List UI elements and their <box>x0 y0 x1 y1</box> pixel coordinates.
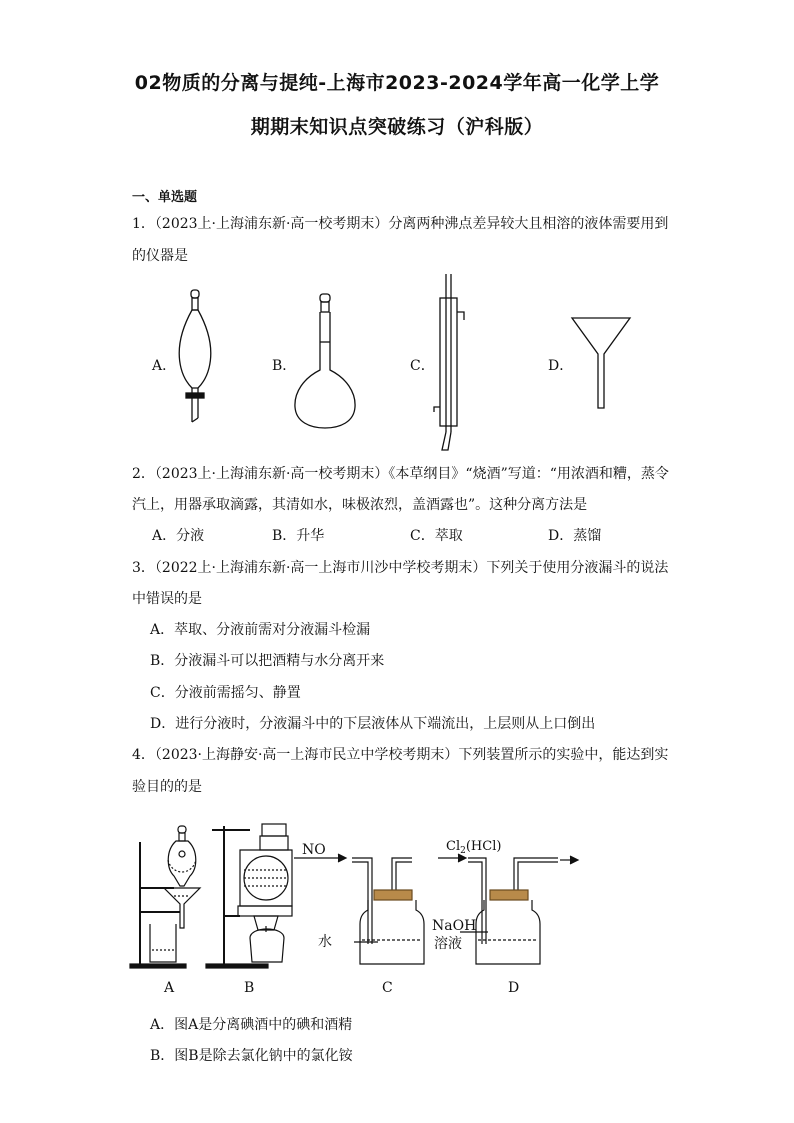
question-2-option-a: A．分液 <box>152 528 205 544</box>
liquid-label-d-line-2: 溶液 <box>434 936 462 952</box>
question-1-option-a-label: A． <box>152 358 177 374</box>
question-4-text-line-1: 4．（2023·上海静安·高一上海市民立中学校考期末）下列装置所示的实验中，能达到实 <box>132 747 669 763</box>
question-1-text-line-1: 1．（2023上·上海浦东新·高一校考期末）分离两种沸点差异较大且相溶的液体需要用到 <box>132 216 669 232</box>
question-2-option-c: C．萃取 <box>410 528 463 544</box>
figure-label-b: B <box>244 980 255 996</box>
figure-label-d: D <box>508 980 520 996</box>
separatory-funnel-icon <box>172 288 220 428</box>
liquid-label-d-line-1: NaOH <box>432 918 477 934</box>
apparatus-a-separation-icon <box>130 826 200 968</box>
page-title-line-1: 02物质的分离与提纯-上海市2023-2024学年高一化学上学 <box>134 72 660 94</box>
gas-label-c: NO <box>302 842 326 858</box>
volumetric-flask-icon <box>290 292 360 432</box>
gas-label-d: $Cl_2(HCl)$ <box>446 839 502 856</box>
funnel-icon <box>570 316 632 412</box>
question-4-apparatus-figure <box>128 820 588 1000</box>
question-2-option-b: B．升华 <box>272 528 325 544</box>
apparatus-c-water-wash-icon <box>294 854 424 964</box>
figure-label-c: C <box>382 980 393 996</box>
section-heading: 一、单选题 <box>132 190 198 205</box>
question-3-option-c: C．分液前需摇匀、静置 <box>150 685 301 701</box>
page-title-line-2: 期期末知识点突破练习（沪科版） <box>250 116 544 138</box>
question-3-text-line-2: 中错误的是 <box>132 591 202 607</box>
condenser-icon <box>428 272 468 454</box>
question-2-option-d: D．蒸馏 <box>548 528 602 544</box>
question-1-option-b-label: B． <box>272 358 297 374</box>
question-2-text-line-2: 汽上，用器承取滴露，其清如水，味极浓烈，盖酒露也”。这种分离方法是 <box>132 497 588 513</box>
figure-label-a: A <box>164 980 175 996</box>
question-2-text-line-1: 2．（2023上·上海浦东新·高一校考期末）《本草纲目》“烧酒”写道：“用浓酒和糟，蒸令 <box>132 466 669 482</box>
question-1-option-c-label: C． <box>410 358 435 374</box>
question-4-text-line-2: 验目的的是 <box>132 779 202 795</box>
question-3-option-b: B．分液漏斗可以把酒精与水分离开来 <box>150 653 385 669</box>
question-4-option-a: A．图A是分离碘酒中的碘和酒精 <box>150 1017 353 1033</box>
question-1-option-d-label: D． <box>548 358 574 374</box>
apparatus-b-sublimation-icon <box>206 824 292 968</box>
question-4-option-b: B．图B是除去氯化钠中的氯化铵 <box>150 1048 353 1064</box>
question-3-text-line-1: 3．（2022上·上海浦东新·高一上海市川沙中学校考期末）下列关于使用分液漏斗的说法 <box>132 560 669 576</box>
liquid-label-c: 水 <box>318 934 332 950</box>
question-3-option-d: D．进行分液时，分液漏斗中的下层液体从下端流出，上层则从上口倒出 <box>150 716 596 732</box>
question-3-option-a: A．萃取、分液前需对分液漏斗检漏 <box>150 622 371 638</box>
question-1-text-line-2: 的仪器是 <box>132 248 188 264</box>
